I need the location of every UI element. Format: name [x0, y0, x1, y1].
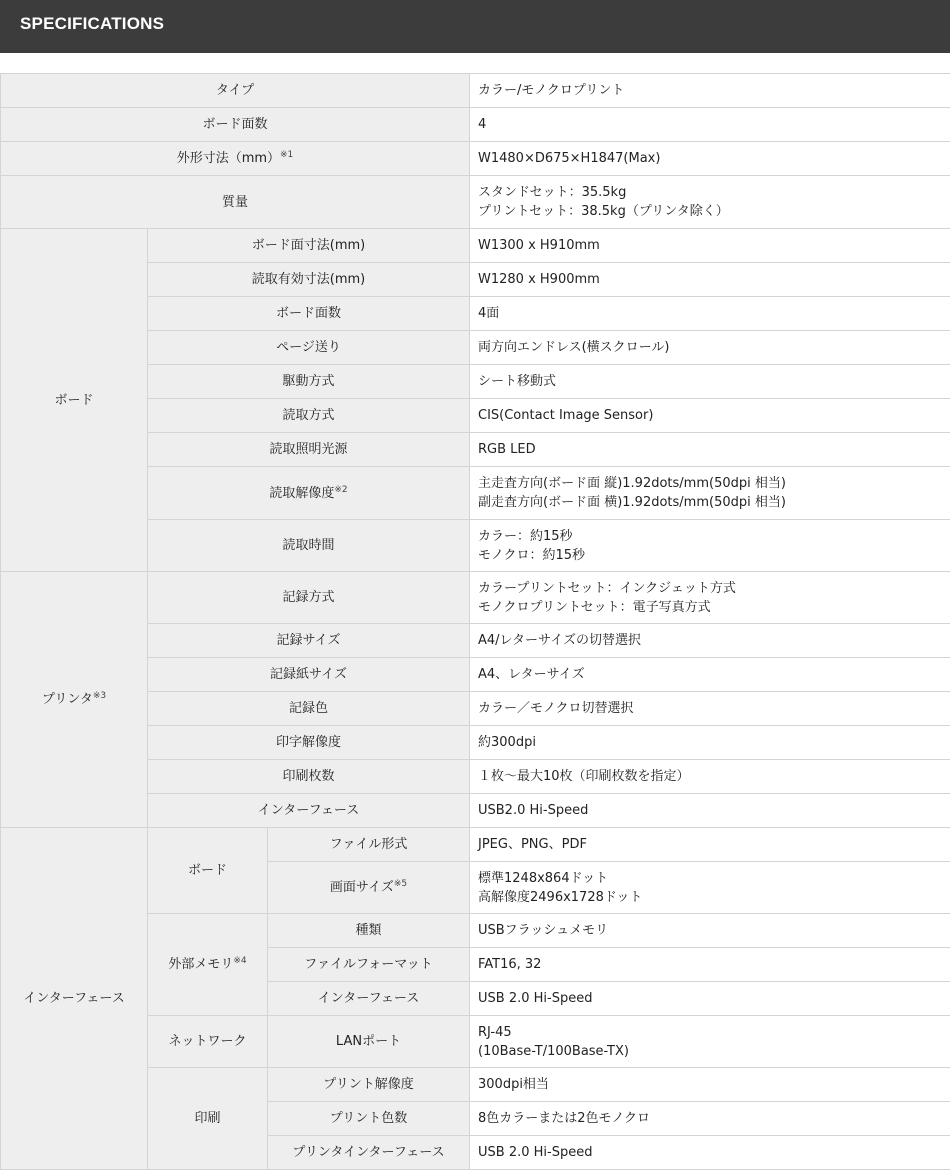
footnote-mark: ※4 [233, 956, 247, 966]
row-label: プリント解像度 [268, 1068, 470, 1102]
label-text: 読取解像度 [269, 485, 335, 501]
footnote-mark: ※1 [280, 150, 294, 160]
group-label-printer [1, 572, 148, 828]
label-text: 外部メモリ [168, 957, 234, 972]
value-line: 主走査方向(ボード面 縦)1.92dots/mm(50dpi 相当) [478, 476, 786, 491]
row-label: ボード面数 [148, 297, 470, 331]
row-value: USBフラッシュメモリ [470, 914, 950, 948]
label-text: 外形寸法（mm） [176, 151, 281, 166]
subgroup-label-print: 印刷 [148, 1068, 268, 1170]
row-label: 読取有効寸法(mm) [148, 263, 470, 297]
table-row [1, 108, 950, 142]
row-value: カラー/モノクロプリント [470, 74, 950, 108]
value-line: モノクロプリントセット：電子写真方式 [478, 599, 711, 615]
group-label-board: ボード [1, 229, 148, 572]
row-label: 種類 [268, 914, 470, 948]
row-label: プリンタインターフェース [268, 1136, 470, 1170]
row-label: ボード面寸法(mm) [148, 229, 470, 263]
table-row [1, 572, 950, 624]
row-label: 記録方式 [148, 572, 470, 624]
row-value: シート移動式 [470, 365, 950, 399]
footnote-mark: ※5 [393, 879, 408, 889]
group-label-interface: インターフェース [1, 828, 148, 1170]
row-label: 記録紙サイズ [148, 658, 470, 692]
row-value [470, 520, 950, 572]
row-label: 読取方式 [148, 399, 470, 433]
row-label: ファイルフォーマット [268, 948, 470, 982]
table-row [1, 142, 950, 176]
row-value: A4、レターサイズ [470, 658, 950, 692]
value-line: プリントセット：38.5kg（プリンタ除く） [478, 204, 729, 219]
row-value: CIS(Contact Image Sensor) [470, 399, 950, 433]
value-line: (10Base-T/100Base-TX) [478, 1043, 629, 1059]
table-row [1, 176, 950, 229]
value-line: モノクロ：約15秒 [478, 547, 586, 563]
row-value: USB 2.0 Hi-Speed [470, 1136, 950, 1170]
row-label [1, 142, 470, 176]
row-label: ファイル形式 [268, 828, 470, 862]
subgroup-label-network: ネットワーク [148, 1016, 268, 1068]
row-label: 読取時間 [148, 520, 470, 572]
row-value [470, 862, 950, 914]
footnote-mark: ※3 [92, 691, 107, 701]
row-value: W1480×D675×H1847(Max) [470, 142, 950, 176]
row-label: 印字解像度 [148, 726, 470, 760]
row-label: 記録サイズ [148, 624, 470, 658]
row-value: カラー／モノクロ切替選択 [470, 692, 950, 726]
row-value: JPEG、PNG、PDF [470, 828, 950, 862]
row-value: RGB LED [470, 433, 950, 467]
value-line: 高解像度2496x1728ドット [478, 889, 643, 905]
value-line: 副走査方向(ボード面 横)1.92dots/mm(50dpi 相当) [478, 495, 786, 510]
footnote-mark: ※2 [334, 484, 348, 495]
row-value [470, 467, 950, 520]
row-value: 8色カラーまたは2色モノクロ [470, 1102, 950, 1136]
row-label [268, 862, 470, 914]
row-label [148, 467, 470, 520]
row-value: 4面 [470, 297, 950, 331]
row-label: 駆動方式 [148, 365, 470, 399]
row-label: インターフェース [148, 794, 470, 828]
row-label: ページ送り [148, 331, 470, 365]
value-line: カラー：約15秒 [478, 528, 573, 544]
label-text: プリンタ [41, 692, 93, 707]
spec-table [0, 73, 950, 1170]
table-row [1, 229, 950, 263]
row-value: 4 [470, 108, 950, 142]
value-line: 標準1248x864ドット [478, 870, 609, 886]
row-value: 約300dpi [470, 726, 950, 760]
row-value: １枚～最大10枚（印刷枚数を指定） [470, 760, 950, 794]
row-label: インターフェース [268, 982, 470, 1016]
row-label: ボード面数 [1, 108, 470, 142]
row-value [470, 176, 950, 229]
row-label: LANポート [268, 1016, 470, 1068]
row-label: 印刷枚数 [148, 760, 470, 794]
subgroup-label-external-memory [148, 914, 268, 1016]
row-value [470, 572, 950, 624]
row-value: USB2.0 Hi-Speed [470, 794, 950, 828]
row-value: USB 2.0 Hi-Speed [470, 982, 950, 1016]
row-value: 両方向エンドレス(横スクロール) [470, 331, 950, 365]
row-value: A4/レターサイズの切替選択 [470, 624, 950, 658]
table-row [1, 828, 950, 862]
row-value [470, 1016, 950, 1068]
row-label: 読取照明光源 [148, 433, 470, 467]
row-label: 記録色 [148, 692, 470, 726]
subgroup-label-board: ボード [148, 828, 268, 914]
page-title: SPECIFICATIONS [20, 14, 165, 33]
row-value: W1280 x H900mm [470, 263, 950, 297]
table-row [1, 74, 950, 108]
value-line: スタンドセット：35.5kg [478, 185, 627, 200]
row-label: タイプ [1, 74, 470, 108]
row-value: FAT16, 32 [470, 948, 950, 982]
value-line: RJ-45 [478, 1024, 512, 1040]
page-header [0, 0, 950, 53]
row-value: W1300 x H910mm [470, 229, 950, 263]
row-value: 300dpi相当 [470, 1068, 950, 1102]
row-label: プリント色数 [268, 1102, 470, 1136]
label-text: 画面サイズ [329, 880, 394, 895]
value-line: カラープリントセット：インクジェット方式 [478, 580, 736, 596]
row-label: 質量 [1, 176, 470, 229]
